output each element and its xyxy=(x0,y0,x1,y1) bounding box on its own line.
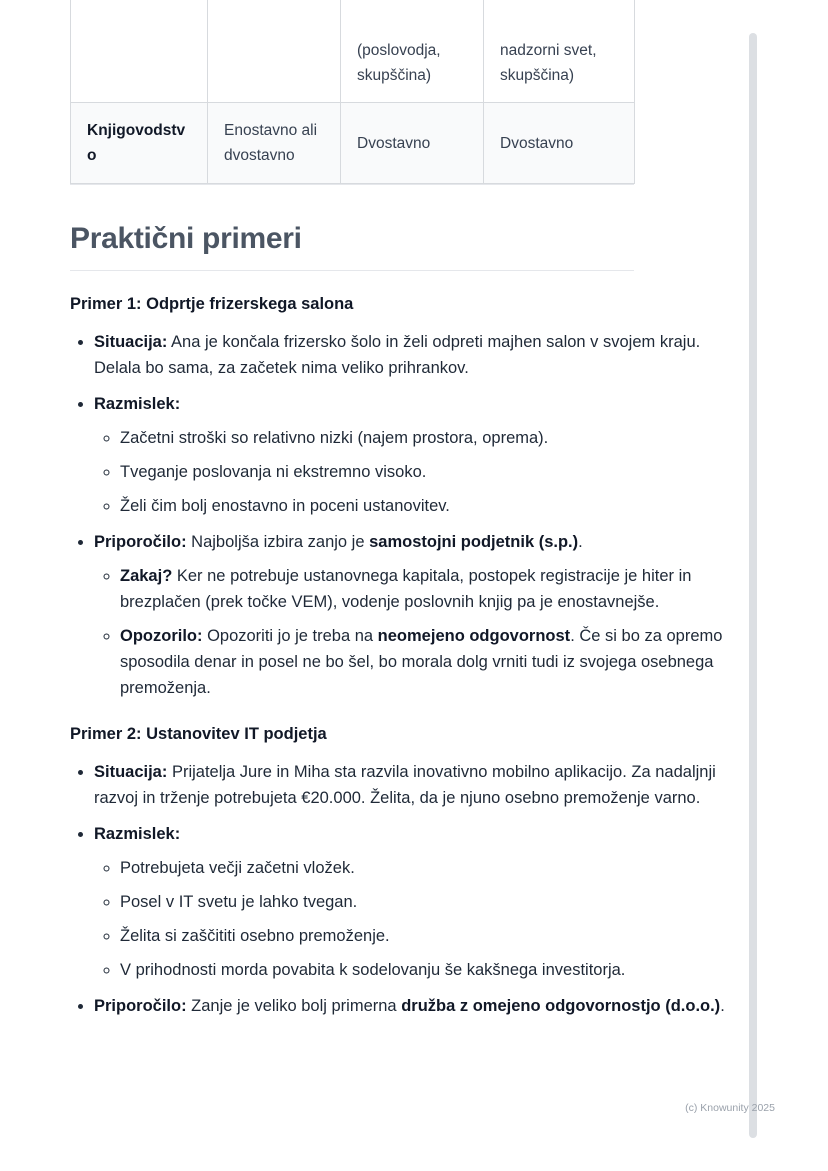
bold-text: Razmislek: xyxy=(94,395,181,413)
body-text: Tveganje poslovanja ni ekstremno visoko. xyxy=(120,463,427,481)
sub-bullet-list xyxy=(94,425,730,519)
list-item xyxy=(94,759,730,811)
sub-list-item xyxy=(120,855,730,881)
list-item xyxy=(94,529,730,701)
table-row xyxy=(71,0,635,103)
table-cell xyxy=(71,0,208,103)
bold-text: Razmislek: xyxy=(94,825,181,843)
body-text: Opozoriti jo je treba na xyxy=(202,627,378,645)
body-text: Potrebujeta večji začetni vložek. xyxy=(120,859,355,877)
table-cell: nadzorni svet, skupščina) xyxy=(484,0,635,103)
divider xyxy=(70,184,634,185)
body-text: . Če si bo za opremo sposodila denar in posel ne bo šel, bo morala dolg vrniti tudi iz svojega osebnega premoženja. xyxy=(120,627,723,697)
table-cell: Enostavno ali dvostavno xyxy=(208,103,341,184)
page-title: Praktični primeri xyxy=(70,222,302,255)
bold-text: Priporočilo: xyxy=(94,533,187,551)
body-text: Ana je končala frizersko šolo in želi odpreti majhen salon v svojem kraju. Delala bo sama, za začetek nima veliko prihrankov. xyxy=(94,333,701,377)
body-text: Začetni stroški so relativno nizki (najem prostora, oprema). xyxy=(120,429,549,447)
sub-bullet-list xyxy=(94,563,730,701)
scrollbar[interactable] xyxy=(749,33,757,1138)
sub-list-item xyxy=(120,563,730,615)
section-title: Primer 1: Odprtje frizerskega salona xyxy=(70,295,354,313)
list-item xyxy=(94,391,730,519)
sub-list-item xyxy=(120,889,730,915)
bold-text: Priporočilo: xyxy=(94,997,187,1015)
bullet-list xyxy=(70,329,730,701)
sub-list-item xyxy=(120,957,730,983)
section-title: Primer 2: Ustanovitev IT podjetja xyxy=(70,725,327,743)
table-cell: (poslovodja, skupščina) xyxy=(341,0,484,103)
examples-sections xyxy=(70,293,730,1019)
document-content xyxy=(70,0,730,1037)
bold-text: Zakaj? xyxy=(120,567,173,585)
table-row xyxy=(71,103,635,184)
table-header-cell: Knjigovodstvo xyxy=(71,103,208,184)
list-item xyxy=(94,993,730,1019)
sub-list-item xyxy=(120,459,730,485)
sub-list-item xyxy=(120,923,730,949)
copyright-text: (c) Knowunity 2025 xyxy=(685,1102,775,1114)
table-cell: Dvostavno xyxy=(341,103,484,184)
bold-text: družba z omejeno odgovornostjo (d.o.o.) xyxy=(401,997,721,1015)
table-cell: Dvostavno xyxy=(484,103,635,184)
body-text: Najboljša izbira zanjo je xyxy=(186,533,370,551)
heading-divider xyxy=(70,270,634,271)
table-cell xyxy=(208,0,341,103)
body-text: . xyxy=(720,997,725,1015)
bold-text: Opozorilo: xyxy=(120,627,203,645)
bold-text: samostojni podjetnik (s.p.) xyxy=(369,533,579,551)
body-text: . xyxy=(578,533,583,551)
comparison-table xyxy=(70,0,635,184)
body-text: Prijatelja Jure in Miha sta razvila inovativno mobilno aplikacijo. Za nadaljnji razvoj in trženje potrebujeta €20.000. Želita, da je njuno osebno premoženje varno. xyxy=(94,763,716,807)
bold-text: neomejeno odgovornost xyxy=(377,627,571,645)
bold-text: Situacija: xyxy=(94,763,168,781)
body-text: V prihodnosti morda povabita k sodelovanju še kakšnega investitorja. xyxy=(120,961,626,979)
sub-list-item xyxy=(120,493,730,519)
sub-list-item xyxy=(120,425,730,451)
bullet-list xyxy=(70,759,730,1019)
list-item xyxy=(94,821,730,983)
body-text: Želita si zaščititi osebno premoženje. xyxy=(120,927,390,945)
sub-bullet-list xyxy=(94,855,730,983)
body-text: Posel v IT svetu je lahko tvegan. xyxy=(120,893,358,911)
body-text: Želi čim bolj enostavno in poceni ustanovitev. xyxy=(120,497,450,515)
body-text: Ker ne potrebuje ustanovnega kapitala, postopek registracije je hiter in brezplačen (prek točke VEM), vodenje poslovnih knjig pa je enostavnejše. xyxy=(120,567,692,611)
body-text: Zanje je veliko bolj primerna xyxy=(186,997,402,1015)
list-item xyxy=(94,329,730,381)
bold-text: Situacija: xyxy=(94,333,168,351)
sub-list-item xyxy=(120,623,730,701)
